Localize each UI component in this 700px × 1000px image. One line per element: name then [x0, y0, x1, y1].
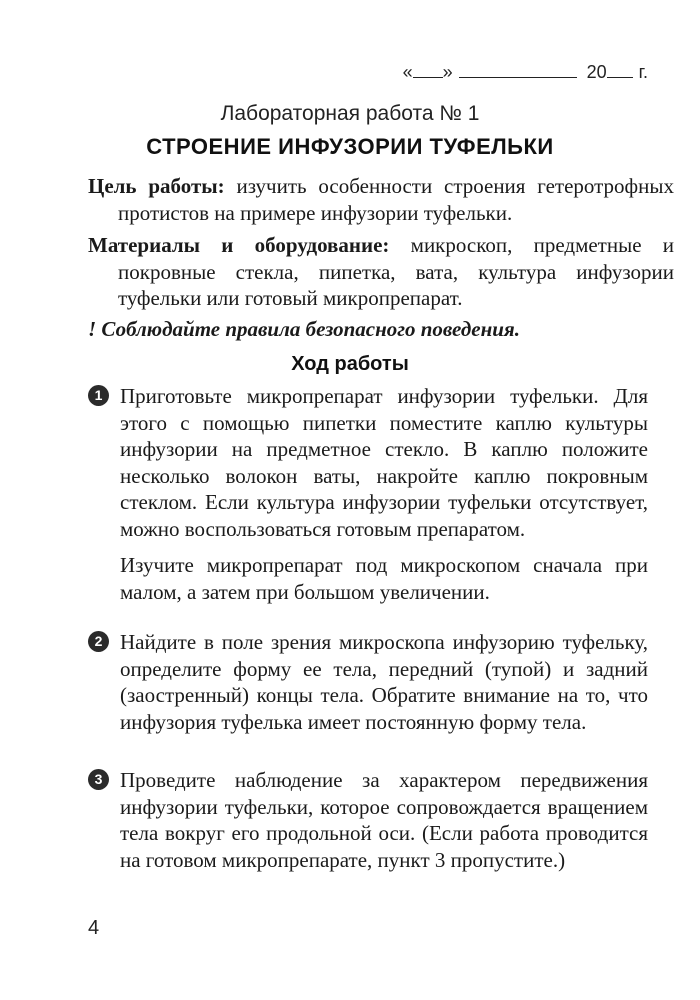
date-line [403, 62, 648, 83]
step-3-paragraph-1: Проведите наблюдение за характером передвижения инфузории туфельки, которое сопровождается вращением тела вокруг его продольной оси. (Если работа проводится на готовом микропрепарате, пункт 3 пропустите.) [120, 768, 648, 872]
step-1-paragraph-1: Приготовьте микропрепарат инфузории туфельки. Для этого с помощью пипетки поместите каплю культуры инфузории на предметное стекло. В каплю положите несколько волокон ваты, накройте каплю покровным стеклом. Если культура инфузории туфельки отсутствует, можно воспользоваться готовым препаратом. [120, 384, 648, 541]
lab-title: СТРОЕНИЕ ИНФУЗОРИИ ТУФЕЛЬКИ [146, 134, 554, 159]
goal-label: Цель работы: [88, 174, 225, 198]
goal-text: изучить особенности строения гетеротрофных протистов на примере инфузории туфельки. [118, 174, 675, 225]
step-1 [88, 383, 648, 605]
step-number-badge: 3 [88, 769, 109, 790]
lab-number: Лабораторная работа № 1 [220, 102, 480, 125]
step-3-text [120, 767, 648, 873]
step-3 [88, 767, 648, 873]
step-number-badge: 1 [88, 385, 109, 406]
day-blank [413, 63, 443, 78]
year-suffix: г. [638, 62, 648, 82]
materials-text: микроскоп, предметные и покровные стекла, пипетка, вата, культура инфузории туфельки или готовый микропрепарат. [118, 233, 675, 310]
step-1-paragraph-2: Изучите микропрепарат под микроскопом сначала при малом, а затем при большом увеличении. [120, 553, 648, 604]
quote-close: » [442, 62, 453, 82]
quote-open: « [402, 62, 413, 82]
month-blank [459, 63, 577, 78]
safety-warning: ! Соблюдайте правила безопасного поведения. [88, 317, 520, 341]
step-2 [88, 629, 648, 735]
step-2-text [120, 629, 648, 735]
materials-label: Материалы и оборудование: [88, 233, 390, 257]
progress-title: Ход работы [291, 353, 409, 375]
step-number-badge: 2 [88, 631, 109, 652]
year-prefix: 20 [586, 62, 607, 82]
page-number: 4 [88, 917, 100, 939]
step-2-paragraph-1: Найдите в поле зрения микроскопа инфузорию туфельку, определите форму ее тела, передний (тупой) и задний (заостренный) концы тела. Обратите внимание на то, что инфузория туфелька имеет постоянную форму тела. [120, 630, 648, 734]
goal-paragraph [88, 173, 674, 226]
step-1-text [120, 383, 648, 605]
materials-paragraph [88, 232, 674, 312]
year-blank [607, 63, 633, 78]
